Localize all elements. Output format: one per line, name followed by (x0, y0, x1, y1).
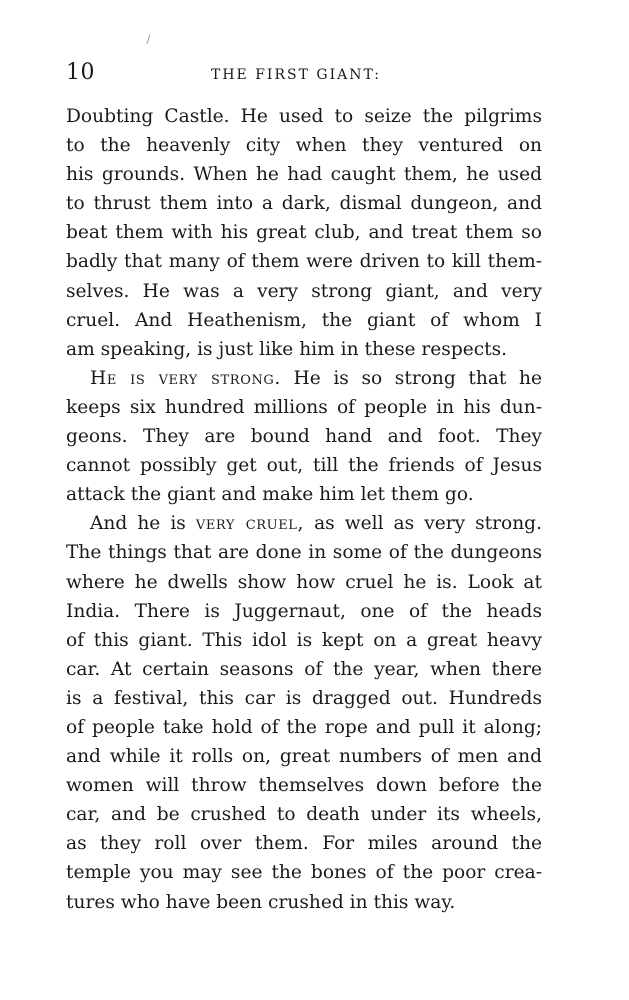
text-line: of people take hold of the rope and pull it along; (66, 716, 542, 738)
stray-mark (146, 34, 150, 44)
text-span: as well as very strong. (304, 513, 542, 535)
page-header (66, 60, 542, 90)
text-line: cruel. And Heathenism, the giant of whom I (66, 309, 542, 331)
text-line: to the heavenly city when they ventured on (66, 135, 542, 157)
page-number: 10 (66, 60, 95, 85)
paragraph-first-line (66, 364, 542, 393)
text-line: Doubting Castle. He used to seize the pilgrims (66, 106, 542, 127)
text-line: beat them with his great club, and treat them so (66, 222, 542, 244)
text-line: his grounds. When he had caught them, he used (66, 164, 542, 186)
running-title: THE FIRST GIANT: (211, 67, 382, 83)
paragraph-first-line (66, 509, 542, 538)
text-line: India. There is Juggernaut, one of the heads (66, 600, 542, 622)
text-line: as they roll over them. For miles around the (66, 833, 542, 855)
text-line: badly that many of them were driven to kill them- (66, 251, 542, 273)
text-line: of this giant. This idol is kept on a great heavy (66, 629, 542, 651)
body-text (66, 102, 542, 917)
text-line: is a festival, this car is dragged out. Hundreds (66, 687, 542, 709)
small-caps-lead: He is very strong. (90, 367, 281, 389)
text-line: tures who have been crushed in this way. (66, 891, 456, 913)
small-caps-phrase: very cruel, (195, 513, 305, 535)
text-line: geons. They are bound hand and foot. They (66, 426, 542, 448)
text-line: selves. He was a very strong giant, and very (66, 280, 542, 302)
text-line: women will throw themselves down before the (66, 775, 542, 797)
text-line: cannot possibly get out, till the friends of Jesus (66, 455, 542, 477)
text-span: And he is (90, 513, 196, 535)
text-line: and while it rolls on, great numbers of men and (66, 746, 542, 768)
text-line: attack the giant and make him let them go. (66, 484, 474, 506)
text-line: keeps six hundred millions of people in his dun- (66, 396, 542, 418)
text-line: to thrust them into a dark, dismal dungeon, and (66, 193, 542, 215)
text-line: temple you may see the bones of the poor crea- (66, 862, 542, 884)
text-line: am speaking, is just like him in these respects. (66, 338, 508, 360)
text-line: The things that are done in some of the dungeons (66, 542, 542, 564)
text-span: He is so strong that he (280, 367, 542, 389)
text-line: car, and be crushed to death under its wheels, (66, 804, 542, 826)
text-line: car. At certain seasons of the year, when there (66, 658, 542, 680)
text-line: where he dwells show how cruel he is. Look at (66, 571, 542, 593)
